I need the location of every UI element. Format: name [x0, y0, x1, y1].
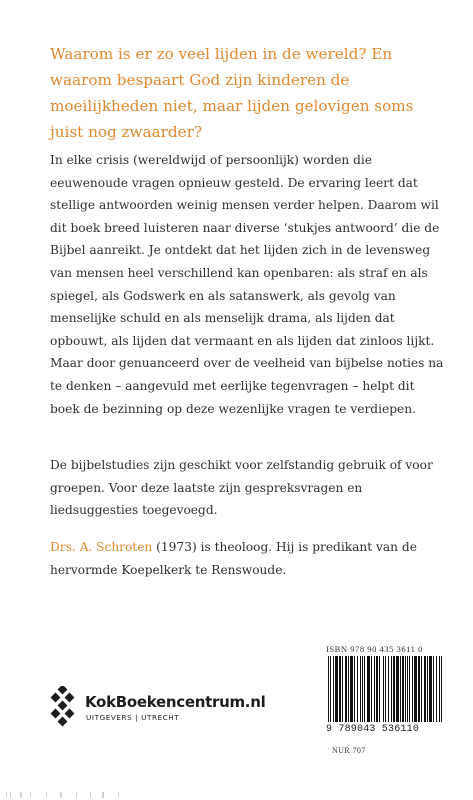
barcode-bar [339, 656, 341, 722]
publisher-logo [50, 684, 290, 732]
barcode-bar [330, 656, 331, 722]
barcode-bar [379, 656, 380, 722]
author-name: Drs. A. Schroten [50, 540, 153, 554]
barcode-digits: 9 789043 536110 [326, 724, 420, 735]
barcode-bar [335, 656, 338, 722]
barcode-bar [333, 656, 334, 722]
barcode-bar [409, 656, 410, 722]
publisher-name: KokBoekencentrum.nl [85, 693, 266, 711]
barcode-bar [342, 656, 343, 722]
barcode-bar [360, 656, 361, 722]
barcode-bar [385, 656, 386, 722]
barcode-bar [348, 656, 349, 722]
publisher-location: UITGEVERS | UTRECHT [86, 713, 180, 722]
isbn-label: ISBN 978 90 435 3611 0 [326, 644, 423, 654]
barcode-bar [412, 656, 413, 722]
barcode [326, 656, 444, 722]
author-bio [50, 536, 445, 581]
barcode-bar [436, 656, 437, 722]
barcode-bar [354, 656, 355, 722]
description-paragraph: In elke crisis (wereldwijd of persoonlijk) worden die eeuwenoude vragen opnieuw gesteld. De ervaring leert dat stellige antwoorden weinig mensen verder helpen. Daarom wil dit boek breed luisteren naar diverse ‘stukjes antwoord’ die de Bijbel aanreikt. Je ontdekt dat het lijden zich in de levensweg van mensen heel verschillend kan openbaren: als straf en als spiegel, als Godswerk en als satanswerk, als gevolg van menselijke schuld en als menselijk drama, als lijden dat opbouwt, als lijden dat vermaant en als lijden dat zinloos lijkt. Maar door genuanceerd over de veelheid van bijbelse noties na te denken – aangevuld met eerlijke tegenvragen – helpt dit boek de bezinning op deze wezenlijke vragen te verdiepen. [50, 153, 444, 416]
barcode-bar [393, 656, 395, 722]
barcode-bar [405, 656, 406, 722]
usage-paragraph: De bijbelstudies zijn geschikt voor zelfstandig gebruik of voor groepen. Voor deze laatste zijn gespreksvragen en liedsuggesties toegevoegd. [50, 458, 433, 518]
barcode-bar [367, 656, 370, 722]
barcode-bar [418, 656, 420, 722]
barcode-bar [350, 656, 353, 722]
barcode-bar [400, 656, 401, 722]
lead-question: Waarom is er zo veel lijden in de wereld? En waarom bespaart God zijn kinderen de moeilijkheden niet, maar lijden gelovigen soms juist nog zwaarder? [50, 45, 414, 141]
barcode-bar [383, 656, 384, 722]
barcode-bar [439, 656, 440, 722]
barcode-bar [376, 656, 378, 722]
nur-code: NUR 707 [332, 746, 366, 755]
barcode-bar [402, 656, 404, 722]
kok-logo-icon [50, 686, 76, 728]
barcode-bar [391, 656, 392, 722]
barcode-bar [328, 656, 329, 722]
barcode-bar [441, 656, 442, 722]
barcode-bar [424, 656, 426, 722]
barcode-bar [357, 656, 358, 722]
barcode-bar [388, 656, 389, 722]
barcode-bar [433, 656, 434, 722]
barcode-bar [429, 656, 432, 722]
barcode-bar [427, 656, 428, 722]
barcode-bar [371, 656, 372, 722]
barcode-bar [362, 656, 363, 722]
barcode-bar [374, 656, 375, 722]
barcode-bar [345, 656, 347, 722]
barcode-bar [407, 656, 408, 722]
barcode-bar [396, 656, 399, 722]
crop-marks [0, 790, 473, 800]
barcode-bar [364, 656, 365, 722]
author-bio-text: (1973) is theoloog. Hij is predikant van de hervormde Koepelkerk te Renswoude. [50, 540, 417, 577]
barcode-bar [414, 656, 417, 722]
barcode-bar [421, 656, 422, 722]
